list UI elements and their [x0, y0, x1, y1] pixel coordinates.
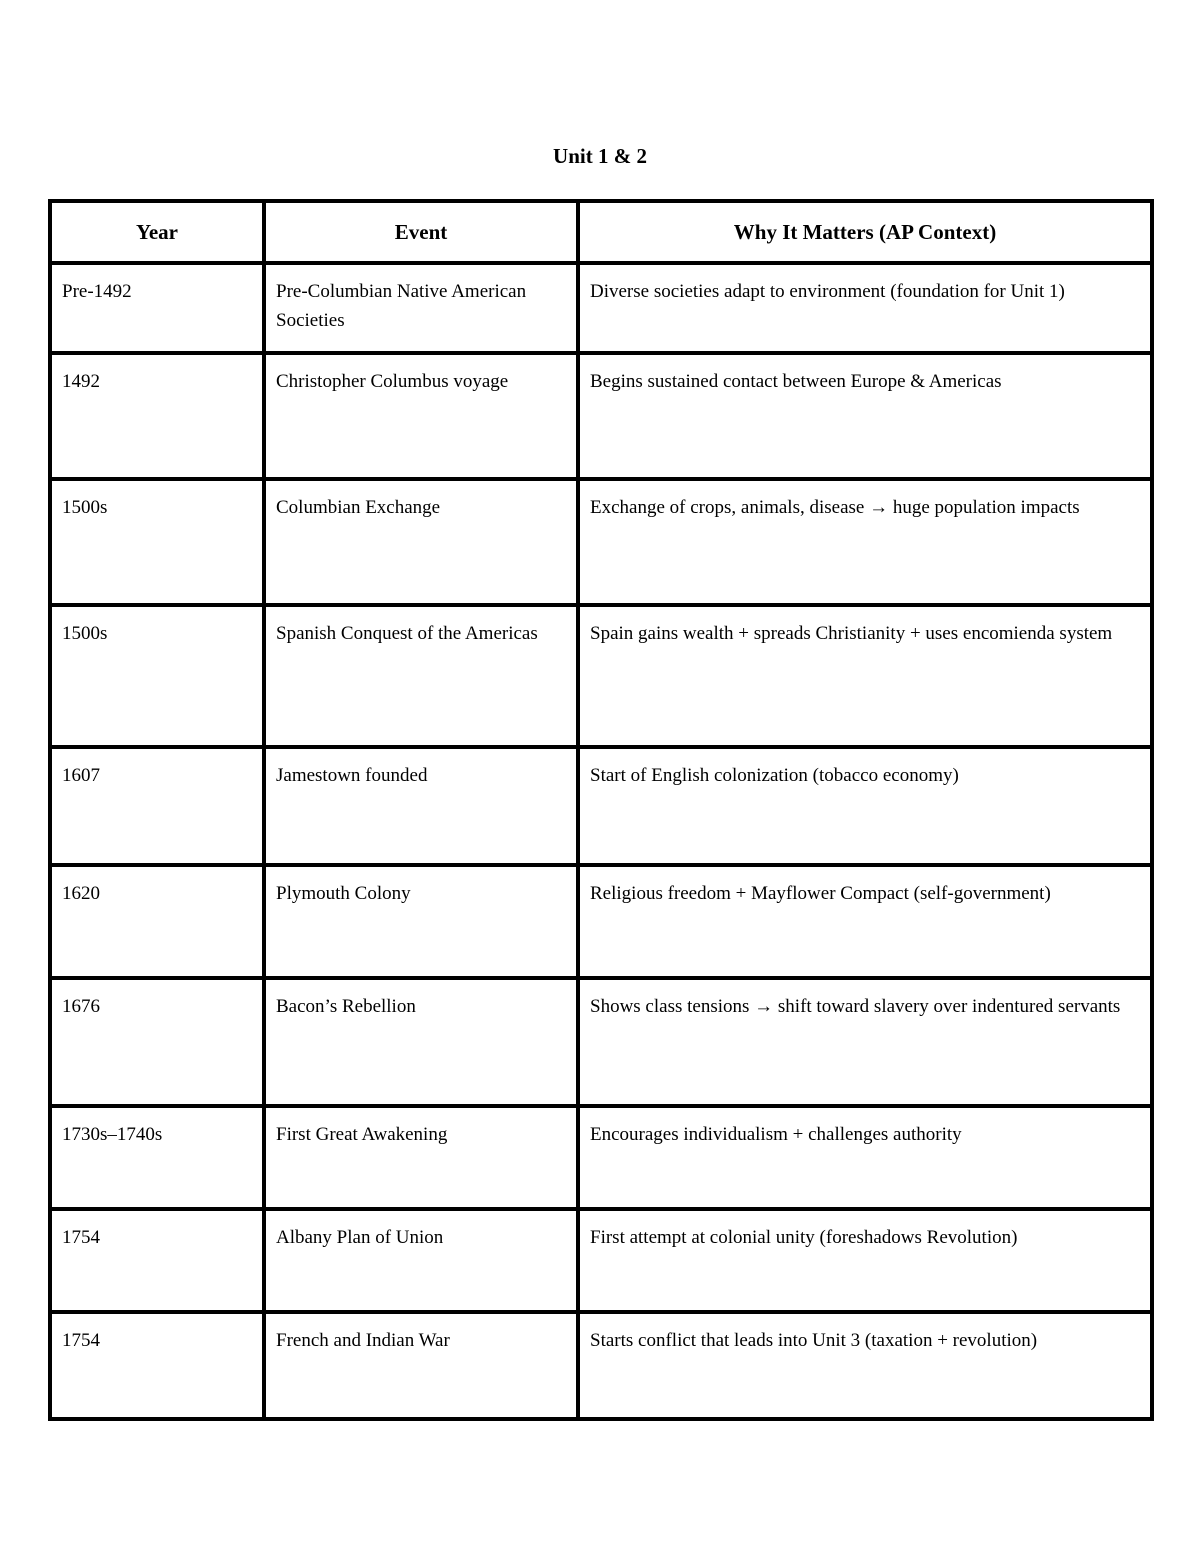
table-header-row [52, 203, 1154, 265]
timeline-table [48, 199, 1154, 1421]
why-cell: First attempt at colonial unity (foreshadows Revolution) [580, 1211, 1154, 1314]
year-cell: 1676 [52, 980, 266, 1108]
why-cell: Diverse societies adapt to environment (foundation for Unit 1) [580, 265, 1154, 355]
why-cell: Begins sustained contact between Europe & Americas [580, 355, 1154, 481]
event-cell: Columbian Exchange [266, 481, 580, 607]
table-row [52, 607, 1154, 749]
event-cell: Bacon’s Rebellion [266, 980, 580, 1108]
why-cell: Religious freedom + Mayflower Compact (self-government) [580, 867, 1154, 980]
table-row [52, 867, 1154, 980]
year-cell: 1754 [52, 1211, 266, 1314]
table-row [52, 265, 1154, 355]
table-row [52, 1314, 1154, 1421]
year-cell: 1620 [52, 867, 266, 980]
year-cell: Pre-1492 [52, 265, 266, 355]
why-cell: Shows class tensions → shift toward slavery over indentured servants [580, 980, 1154, 1108]
year-cell: 1607 [52, 749, 266, 867]
table-row [52, 1108, 1154, 1211]
event-cell: First Great Awakening [266, 1108, 580, 1211]
table-row [52, 481, 1154, 607]
year-cell: 1500s [52, 607, 266, 749]
table-row [52, 749, 1154, 867]
table-row [52, 355, 1154, 481]
event-cell: Spanish Conquest of the Americas [266, 607, 580, 749]
why-cell: Encourages individualism + challenges authority [580, 1108, 1154, 1211]
column-header-why-it-matters: Why It Matters (AP Context) [580, 203, 1154, 265]
event-cell: Jamestown founded [266, 749, 580, 867]
page-title: Unit 1 & 2 [553, 144, 647, 168]
why-cell: Spain gains wealth + spreads Christianity + uses encomienda system [580, 607, 1154, 749]
table-row [52, 980, 1154, 1108]
table-row [52, 1211, 1154, 1314]
event-cell: Plymouth Colony [266, 867, 580, 980]
event-cell: Pre-Columbian Native American Societies [266, 265, 580, 355]
why-cell: Start of English colonization (tobacco economy) [580, 749, 1154, 867]
year-cell: 1492 [52, 355, 266, 481]
event-cell: French and Indian War [266, 1314, 580, 1421]
year-cell: 1730s–1740s [52, 1108, 266, 1211]
year-cell: 1754 [52, 1314, 266, 1421]
column-header-year: Year [52, 203, 266, 265]
column-header-event: Event [266, 203, 580, 265]
event-cell: Albany Plan of Union [266, 1211, 580, 1314]
event-cell: Christopher Columbus voyage [266, 355, 580, 481]
year-cell: 1500s [52, 481, 266, 607]
why-cell: Starts conflict that leads into Unit 3 (taxation + revolution) [580, 1314, 1154, 1421]
why-cell: Exchange of crops, animals, disease → huge population impacts [580, 481, 1154, 607]
